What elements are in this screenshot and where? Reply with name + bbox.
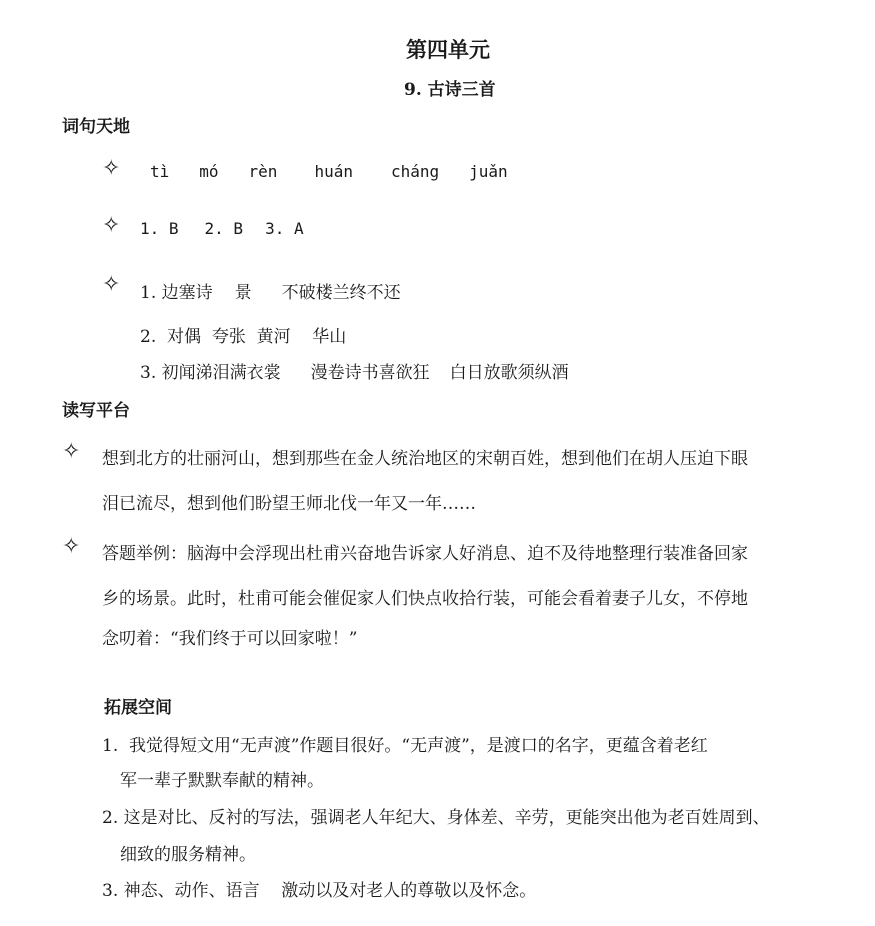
section-cijutiandi: 词句天地 <box>62 117 130 137</box>
paragraph-line: 念叨着：“我们终于可以回家啦！” <box>102 629 358 649</box>
list-item: 2. 这是对比、反衬的写法，强调老人年纪大、身体差、辛劳，更能突出他为老百姓周到、 <box>102 808 770 828</box>
pinyin-1: tì <box>150 162 170 181</box>
lesson-title: 9. 古诗三首 <box>404 80 496 100</box>
pinyin-2: mó <box>199 162 219 181</box>
answer-text: 漫卷诗书喜欲狂 <box>310 363 430 383</box>
answer-text: 白日放歌须纵酒 <box>449 363 569 383</box>
choice-1: 1. B <box>140 219 179 238</box>
four-point-star-icon: ✧ <box>62 439 81 464</box>
paragraph-line: 泪已流尽，想到他们盼望王师北伐一年又一年…… <box>102 494 476 514</box>
answer-text: 景 <box>234 283 252 303</box>
paragraph-line: 想到北方的壮丽河山，想到那些在金人统治地区的宋朝百姓，想到他们在胡人压迫下眼 <box>102 449 748 469</box>
four-point-star-icon: ✧ <box>102 156 121 181</box>
answer-text: 1. 边塞诗 <box>140 283 213 303</box>
list-item: 3. 神态、动作、语言 激动以及对老人的尊敬以及怀念。 <box>102 881 537 901</box>
choice-3: 3. A <box>265 219 304 238</box>
unit-title: 第四单元 <box>406 37 490 62</box>
answer-text: 3. 初闻涕泪满衣裳 <box>140 363 281 383</box>
list-item: 1. 我觉得短文用“无声渡”作题目很好。“无声渡”，是渡口的名字，更蕴含着老红 <box>102 736 708 756</box>
pinyin-row <box>150 162 508 181</box>
pinyin-5: cháng <box>390 162 440 181</box>
pinyin-4: huán <box>314 162 353 181</box>
list-item: 军一辈子默默奉献的精神。 <box>120 771 324 791</box>
four-point-star-icon: ✧ <box>102 272 121 297</box>
four-point-star-icon: ✧ <box>102 213 121 238</box>
list-item: 细致的服务精神。 <box>120 845 256 865</box>
paragraph-line: 乡的场景。此时，杜甫可能会催促家人们快点收拾行装，可能会看着妻子儿女，不停地 <box>102 589 748 609</box>
four-point-star-icon: ✧ <box>62 534 81 559</box>
answer-text: 不破楼兰终不还 <box>281 283 401 303</box>
pinyin-6: juǎn <box>469 162 508 181</box>
choice-row <box>140 219 304 238</box>
choice-2: 2. B <box>204 219 244 238</box>
answer-line <box>140 278 401 303</box>
answer-line: 2. 对偶 夸张 黄河 华山 <box>140 327 347 347</box>
pinyin-3: rèn <box>248 162 278 181</box>
section-tuozhankongjian: 拓展空间 <box>104 698 172 718</box>
section-duxiepingtai: 读写平台 <box>62 401 130 421</box>
answer-line <box>140 358 569 383</box>
paragraph-line: 答题举例：脑海中会浮现出杜甫兴奋地告诉家人好消息、迫不及待地整理行装准备回家 <box>102 544 748 564</box>
